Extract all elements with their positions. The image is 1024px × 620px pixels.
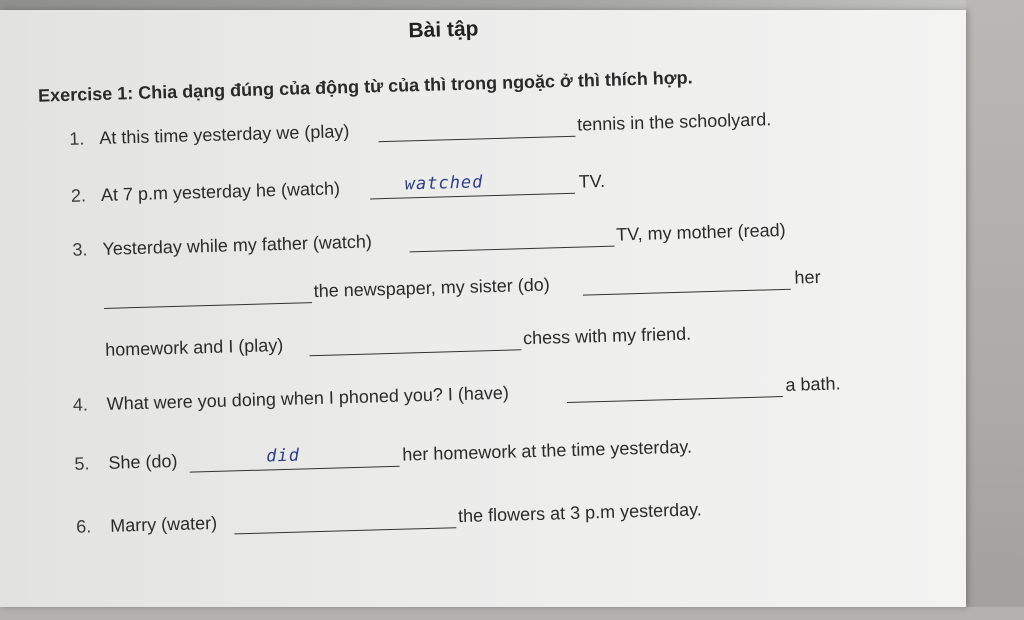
item-5-handwritten-answer: did xyxy=(266,445,301,467)
exercise-heading: Exercise 1: Chia dạng đúng của động từ của thì trong ngoặc ở thì thích hợp. xyxy=(37,67,693,106)
item-4-number: 4. xyxy=(72,394,89,415)
item-4-text: What were you doing when I phoned you? I (have) xyxy=(106,382,510,414)
item-6-text: Marry (water) xyxy=(109,512,218,536)
item-3-line2-end: her xyxy=(794,266,821,288)
item-4-blank[interactable] xyxy=(567,396,783,403)
item-3-text: Yesterday while my father (watch) xyxy=(102,231,373,259)
item-2-text: At 7 p.m yesterday he (watch) xyxy=(100,178,341,205)
item-1-after: tennis in the schoolyard. xyxy=(576,109,772,135)
item-5-blank[interactable] xyxy=(190,466,400,473)
item-3-blank-2[interactable] xyxy=(104,302,312,309)
item-2-handwritten-answer: watched xyxy=(404,172,484,195)
item-2-after: TV. xyxy=(578,170,606,192)
item-3-after: TV, my mother (read) xyxy=(615,219,786,245)
item-3-blank-1[interactable] xyxy=(410,246,615,253)
item-6-number: 6. xyxy=(75,516,92,537)
item-3-blank-4[interactable] xyxy=(309,349,521,356)
item-6-after: the flowers at 3 p.m yesterday. xyxy=(457,499,702,527)
item-2-number: 2. xyxy=(70,185,87,206)
item-2-blank[interactable] xyxy=(370,193,575,200)
item-1-number: 1. xyxy=(69,128,85,149)
item-3-line3-text: homework and I (play) xyxy=(104,334,284,360)
item-4-after: a bath. xyxy=(785,373,841,395)
page-title: Bài tập xyxy=(408,17,479,43)
item-3-line3-after: chess with my friend. xyxy=(522,323,692,349)
item-5-number: 5. xyxy=(74,453,90,474)
item-1-text: At this time yesterday we (play) xyxy=(99,121,350,149)
item-3-line2-text: the newspaper, my sister (do) xyxy=(313,274,550,302)
background-right xyxy=(966,0,1024,607)
item-1-blank[interactable] xyxy=(379,136,576,143)
item-5-text: She (do) xyxy=(108,450,178,473)
item-6-blank[interactable] xyxy=(234,527,456,534)
item-3-number: 3. xyxy=(72,239,88,260)
item-5-after: her homework at the time yesterday. xyxy=(402,436,693,465)
item-3-blank-3[interactable] xyxy=(583,289,791,296)
